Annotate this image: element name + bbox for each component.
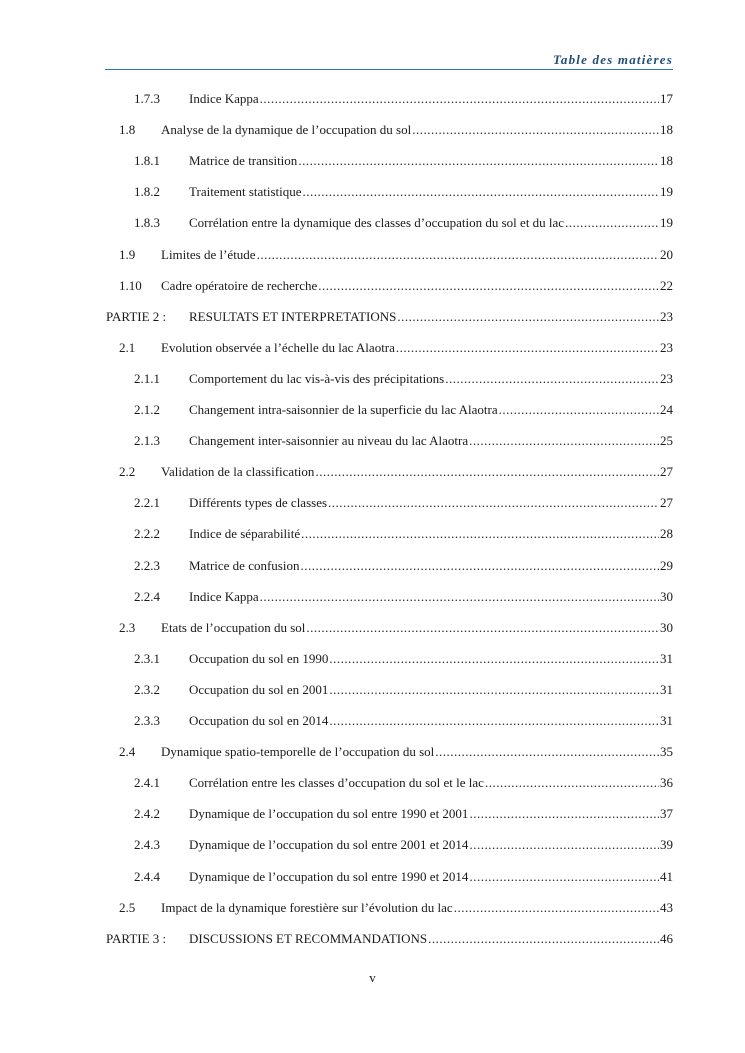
toc-entry-page: 35 [660,744,673,760]
toc-entry-line [189,524,673,544]
header-rule [105,69,673,70]
running-header-title: Table des matières [552,52,673,67]
toc-entry-title: Dynamique de l’occupation du sol entre 1990 et 2001 [189,806,469,822]
toc-entry-number: 2.1.2 [134,402,160,417]
toc-entry-title: Dynamique de l’occupation du sol entre 2001 et 2014 [189,837,469,853]
toc-entry[interactable] [0,556,745,576]
toc-entry-title: Indice Kappa [189,588,259,604]
dot-leader [469,835,659,855]
toc-entry-page: 22 [660,277,673,293]
toc-entry-title: Corrélation entre la dynamique des classes d’occupation du sol et du lac [189,215,565,231]
toc-entry-title: Changement intra-saisonnier de la superficie du lac Alaotra [189,402,498,417]
toc-entry[interactable] [0,649,745,669]
dot-leader [315,462,659,482]
toc-entry-page: 17 [660,91,673,106]
toc-entry-page: 37 [660,806,673,822]
page-number: v [369,970,376,985]
toc-entry-line [189,711,673,731]
toc-entry[interactable] [0,898,745,918]
toc-entry-line [189,493,673,513]
toc-entry-title: Indice de séparabilité [189,526,301,542]
toc-entry-number: PARTIE 2 : [106,308,167,324]
dot-leader [306,618,659,638]
toc-entry-line [189,556,673,576]
toc-entry-number: 1.8 [119,122,136,138]
toc-entry-line [189,587,673,607]
toc-entry-title: Matrice de transition [189,153,298,169]
toc-entry[interactable] [0,711,745,731]
toc-entry-title: Etats de l’occupation du sol [161,619,306,635]
toc-entry-number: 1.8.1 [134,153,160,169]
toc-entry-number: 2.3.1 [134,650,160,666]
toc-entry-page: 46 [660,930,673,946]
dot-leader [469,431,659,451]
toc-entry-title: Occupation du sol en 2001 [189,681,329,697]
toc-entry[interactable] [0,400,745,420]
toc-entry-page: 27 [660,464,673,480]
dot-leader [412,120,659,140]
dot-leader [260,587,659,607]
dot-leader [318,276,659,296]
dot-leader [435,742,659,762]
toc-entry-number: 1.8.3 [134,215,160,231]
dot-leader [298,151,659,171]
toc-entry-number: 2.1 [119,339,136,355]
dot-leader [303,182,659,202]
toc-entry-line [189,213,673,233]
toc-entry-number: 2.2 [119,464,136,480]
toc-entry-page: 28 [660,526,673,542]
toc-entry-title: Dynamique de l’occupation du sol entre 1990 et 2014 [189,868,469,884]
toc-entry-page: 30 [660,588,673,604]
toc-entry[interactable] [0,618,745,638]
toc-entry-line [189,804,673,824]
toc-entry-line [189,929,673,949]
toc-entry[interactable] [0,462,745,482]
toc-entry-title: Validation de la classification [161,464,315,480]
toc-entry-page: 30 [660,619,673,635]
dot-leader [396,338,659,358]
toc-entry-page: 23 [660,308,673,324]
dot-leader [329,680,659,700]
toc-entry-number: 2.4.3 [134,837,160,853]
toc-entry-line [189,400,673,420]
toc-entry-number: 2.4.4 [134,868,160,884]
toc-entry-title: Limites de l’étude [161,246,256,262]
toc-entry[interactable] [0,89,745,109]
toc-entry-line [161,338,673,358]
toc-entry-line [161,120,673,140]
toc-entry-page: 20 [660,246,673,262]
toc-entry-line [189,867,673,887]
toc-entry-line [161,245,673,265]
toc-entry-page: 39 [660,837,673,853]
toc-entry[interactable] [0,120,745,140]
toc-entry-number: 2.3 [119,619,136,635]
dot-leader [454,898,659,918]
toc-entry-number: 1.9 [119,246,136,262]
toc-entry-title: Analyse de la dynamique de l’occupation du sol [161,122,412,138]
toc-entry-title: Traitement statistique [189,184,302,200]
toc-entry[interactable] [0,524,745,544]
toc-entry-line [161,618,673,638]
dot-leader [485,773,659,793]
dot-leader [565,213,659,233]
dot-leader [300,556,659,576]
toc-entry-line [189,182,673,202]
toc-entry-page: 27 [660,495,673,511]
toc-entry-number: 2.1.1 [134,370,160,386]
toc-entry-page: 19 [660,184,673,200]
toc-entry-title: Cadre opératoire de recherche [161,277,318,293]
toc-part-entry[interactable] [0,929,745,949]
toc-entry[interactable] [0,276,745,296]
toc-entry-line [161,276,673,296]
toc-entry-title: Matrice de confusion [189,557,300,573]
toc-entry-page: 31 [660,681,673,697]
dot-leader [499,400,659,420]
toc-entry-page: 24 [660,402,673,417]
toc-entry-number: 2.3.3 [134,713,160,728]
dot-leader [301,524,659,544]
toc-entry-number: PARTIE 3 : [106,930,167,946]
toc-entry[interactable] [0,182,745,202]
toc-entry-title: Occupation du sol en 2014 [189,713,329,728]
toc-entry-line [189,431,673,451]
toc-entry-number: 2.3.2 [134,681,160,697]
toc-entry-line [189,649,673,669]
toc-entry-page: 43 [660,899,673,915]
dot-leader [329,649,659,669]
toc-entry-number: 2.2.3 [134,557,160,573]
toc-entry-title: RESULTATS ET INTERPRETATIONS [189,308,397,324]
toc-entry-number: 2.2.1 [134,495,160,511]
toc-entry-page: 41 [660,868,673,884]
toc-entry-title: Occupation du sol en 1990 [189,650,329,666]
toc-entry[interactable] [0,338,745,358]
toc-entry-line [189,307,673,327]
toc-entry-page: 18 [660,153,673,169]
toc-entry-page: 23 [660,370,673,386]
toc-entry-line [189,369,673,389]
toc-entry-line [189,680,673,700]
toc-entry-line [189,89,673,109]
toc-entry-page: 19 [660,215,673,231]
toc-entry-line [161,462,673,482]
toc-entry-page: 18 [660,122,673,138]
dot-leader [469,867,659,887]
toc-entry-page: 25 [660,433,673,449]
toc-entry-line [189,773,673,793]
toc-entry-title: Différents types de classes [189,495,328,511]
toc-entry-number: 2.4 [119,744,136,760]
toc-entry[interactable] [0,867,745,887]
toc-entry-number: 2.5 [119,899,136,915]
toc-entry[interactable] [0,245,745,265]
toc-entry[interactable] [0,804,745,824]
toc-entry[interactable] [0,835,745,855]
toc-entry-number: 1.10 [119,277,142,293]
toc-entry-title: Indice Kappa [189,91,259,106]
toc-entry-title: Impact de la dynamique forestière sur l’évolution du lac [161,899,453,915]
toc-entry[interactable] [0,587,745,607]
dot-leader [469,804,659,824]
toc-entry-title: DISCUSSIONS ET RECOMMANDATIONS [189,930,428,946]
toc-part-entry[interactable] [0,307,745,327]
toc-entry-number: 2.4.2 [134,806,160,822]
toc-entry[interactable] [0,742,745,762]
toc-entry-title: Dynamique spatio-temporelle de l’occupation du sol [161,744,435,760]
dot-leader [445,369,659,389]
toc-entry[interactable] [0,493,745,513]
toc-entry-number: 2.2.2 [134,526,160,542]
toc-entry-line [161,742,673,762]
toc-entry-page: 29 [660,557,673,573]
toc-entry[interactable] [0,369,745,389]
toc-entry-number: 2.2.4 [134,588,160,604]
toc-entry-line [161,898,673,918]
toc-entry-title: Comportement du lac vis-à-vis des précipitations [189,370,445,386]
toc-entry-page: 36 [660,775,673,791]
dot-leader [328,493,659,513]
toc-entry[interactable] [0,773,745,793]
toc-entry-line [189,151,673,171]
dot-leader [260,89,659,109]
toc-entry[interactable] [0,431,745,451]
toc-entry-page: 23 [660,339,673,355]
toc-entry[interactable] [0,151,745,171]
dot-leader [329,711,659,731]
toc-entry-number: 1.7.3 [134,91,160,106]
toc-entry-number: 2.1.3 [134,433,160,449]
toc-entry-number: 1.8.2 [134,184,160,200]
toc-entry-line [189,835,673,855]
toc-entry-page: 31 [660,650,673,666]
dot-leader [397,307,659,327]
toc-entry[interactable] [0,680,745,700]
dot-leader [257,245,659,265]
toc-entry-title: Evolution observée a l’échelle du lac Alaotra [161,339,395,355]
toc-entry-page: 31 [660,713,673,728]
dot-leader [428,929,659,949]
toc-entry[interactable] [0,213,745,233]
toc-entry-title: Corrélation entre les classes d’occupation du sol et le lac [189,775,484,791]
toc-entry-number: 2.4.1 [134,775,160,791]
toc-entry-title: Changement inter-saisonnier au niveau du lac Alaotra [189,433,469,449]
